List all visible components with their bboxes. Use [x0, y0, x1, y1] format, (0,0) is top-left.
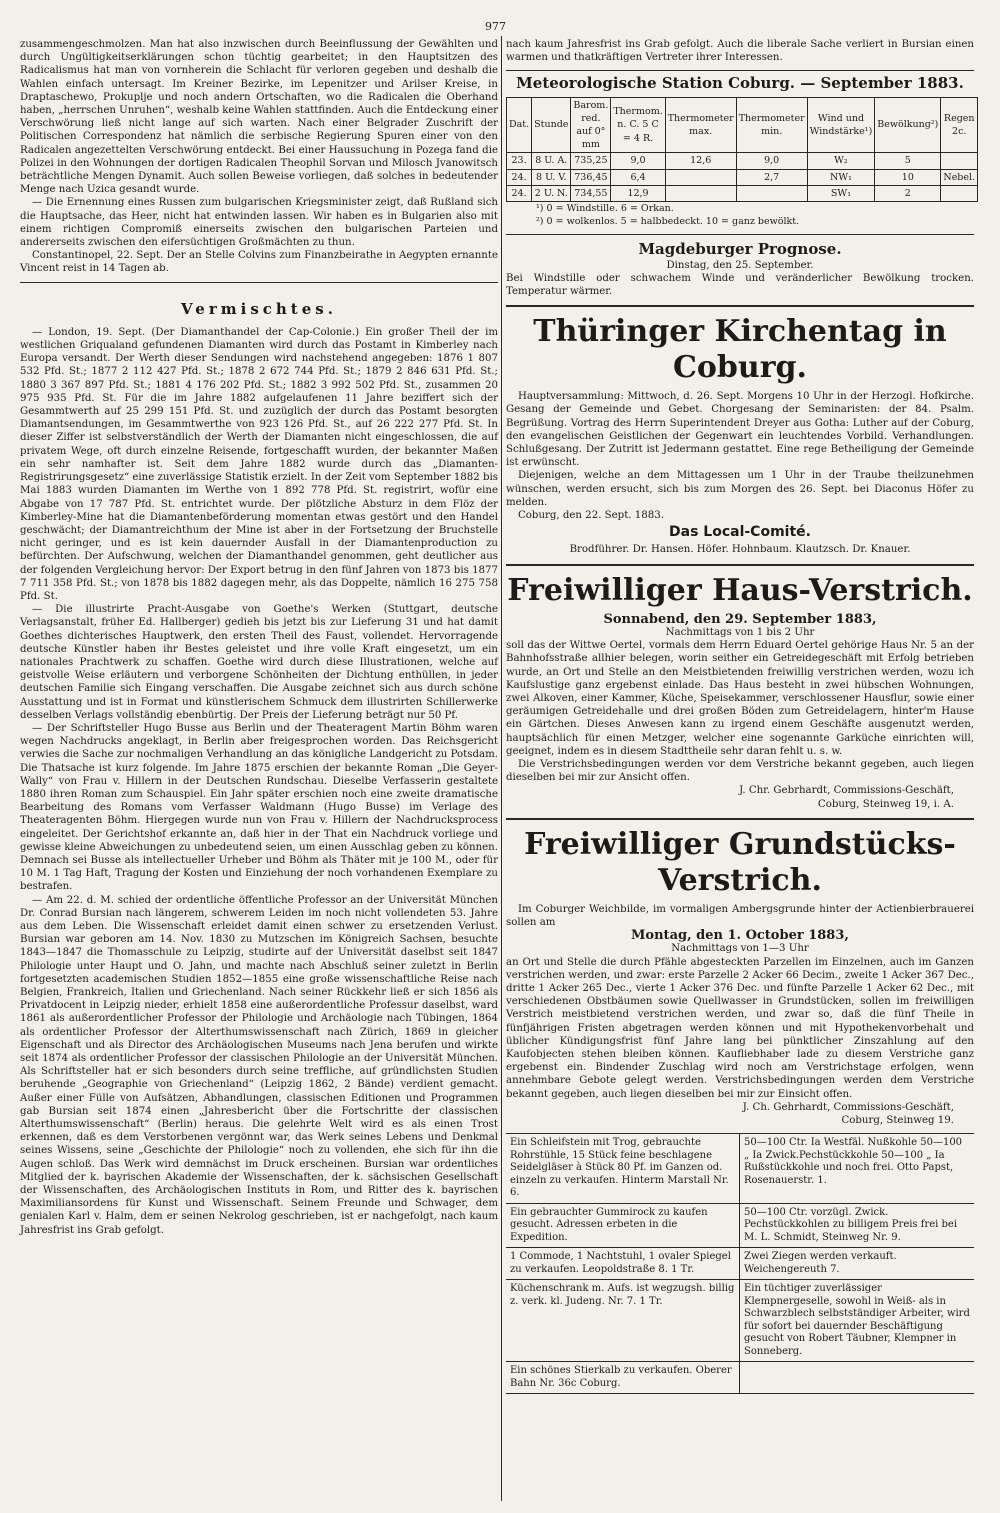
grundstueck-text: an Ort und Stelle die durch Pfähle abgesteckten Parzellen im Einzelnen, auch im Ganzen verstrichen werden, und zwar: erste Parzelle 2 Acker 66 Decim., zweite 1 Acker 367 Dec., dritte 1 Acker 265 Dec., vierte 1 Acker 376 Dec. und fünfte Parzelle 1 Acker 62 Dec., mit verschiedenen Obstbäumen sowie Quellwasser in Grundstücken, sollen im freiwilligen Verstrich meistbietend verstrichen werden, und zwar so, daß die fünf Theile in fünfjährigen Fristen abgetragen werden können und mit Hypothekenvorbehalt und üblicher Kündigungsfrist fünf Jahre lang bei pünktlicher Zinszahlung auf den Kaufobjecten stehen bleiben können. Kaufliebhaber lade zu diesem Verstriche ganz ergebenst ein. Bindender Zuschlag wird noch am Verstrichstage erfolgen, wenn annehmbare Gebote gelegt werden. Verstrichsbedingungen werden dem Verstriche bekannt gegeben, auch liegen dieselben bei mir zur Einsicht offen. [506, 956, 974, 1100]
weather-cell: 5 [875, 153, 941, 169]
article-nachdruck: — Der Schriftsteller Hugo Busse aus Berlin und der Theateragent Martin Böhm waren wegen Nachdrucks angeklagt, in Berlin aber freigesprochen worden. Das Reichsgericht verwies die Sache zur nochmaligen Verhandlung an das königliche Landgericht zu Potsdam. Die Thatsache ist kurz folgende. Im Jahre 1875 erschien der bekannte Roman „Die Geyer-Wally“ von Frau v. Hillern in der Deutschen Rundschau. Dieselbe Verfasserin gestaltete 1880 ihren Roman zum Schauspiel. Ein Jahr später erschien noch eine zweite dramatische Bearbeitung des Romans vom Verfasser Waldmann (Hugo Busse) im Verlage des Theateragenten Böhm. Hiergegen wurde nun von Frau v. Hillern der Nachdrucksprocess eingeleitet. Der Gerichtshof erkannte an, daß hier in der That ein Nachdruck vorliege und gewisse kleine Abweichungen zu unbedeutend seien, um einen Ausschlag geben zu können. Demnach sei Busse als intellectueller Urheber und Böhm als Thäter mit je 100 M., oder für 10 M. 1 Tag Haft, Tragung der Kosten und Einziehung der noch vorhandenen Exemplare zu bestrafen. [20, 722, 498, 893]
hausverstrich-text: soll das der Wittwe Oertel, vormals dem Herrn Eduard Oertel gehörige Haus Nr. 5 an der Bahnhofsstraße allhier belegen, worin seither ein Getreidegeschäft mit Erfolg betrieben wurde, an Ort und Stelle an den Meistbietenden freiwillig verstrichen werden, wozu ich Kaufslustige ganz ergebenst einlade. Das Haus besteht in zwei hübschen Wohnungen, zwei Alkoven, einer Kammer, Küche, Speisekammer, verschlossener Hausflur, sowie einer geräumigen Getreidehalle und drei großen Böden zum Getreidelagern, hinter'm Hause ein Gärtchen. Dieses Anwesen kann zu irgend einem Geschäfte ausgenutzt werden, hauptsächlich für einen Metzger, welcher eine sogenannte Garküche einrichten will, geeignet, indem es in diesem Stadttheile sehr daran fehlt u. s. w. [506, 640, 974, 757]
weather-cell: Nebel. [941, 169, 978, 185]
column-divider [501, 36, 502, 1501]
hausverstrich-date: Sonnabend, den 29. September 1883, [603, 611, 877, 627]
article-continuation: nach kaum Jahresfrist ins Grab gefolgt. Auch die liberale Sache verliert in Bursian einen warmen und thatkräftigen Vertreter ihrer Interessen. [506, 39, 974, 64]
grundstueck-time: Nachmittags von 1—3 Uhr [671, 943, 809, 955]
weather-cell [665, 169, 736, 185]
rule [506, 564, 974, 566]
small-ad [740, 1362, 974, 1394]
hausverstrich-signature: J. Chr. Gebrhardt, Commissions-Geschäft, [739, 785, 954, 797]
small-ad: Ein gebrauchter Gummirock zu kaufen gesucht. Adressen erbeten in die Expedition. [506, 1204, 740, 1249]
small-ad: 50—100 Ctr. vorzügl. Zwick. Pechstückkohlen zu billigem Preis frei bei M. L. Schmidt, Steinweg Nr. 9. [740, 1204, 974, 1249]
weather-header-cell: Thermometer max. [665, 97, 736, 153]
kirchentag-title: Thüringer Kirchentag in Coburg. [533, 314, 947, 386]
small-ad: 50—100 Ctr. Ia Westfäl. Nußkohle 50—100 „ Ia Zwick.Pechstückkohle 50—100 „ Ia Rußstückkohle und noch frei. Otto Papst, Rosenauerstr. 1. [740, 1134, 974, 1204]
weather-row [507, 169, 978, 185]
weather-cell: 24. [507, 185, 532, 201]
small-ad: Ein schönes Stierkalb zu verkaufen. Oberer Bahn Nr. 36c Coburg. [506, 1362, 740, 1394]
weather-cell: 2 [875, 185, 941, 201]
small-ad: Zwei Ziegen werden verkauft. Weichengereuth 7. [740, 1248, 974, 1280]
article-diamonds: — London, 19. Sept. (Der Diamanthandel der Cap-Colonie.) Ein großer Theil der im westlichen Griqualand gefundenen Diamanten wird durch das Postamt in Kimberley nach Europa versandt. Der Werth dieser Sendungen wird nachstehend angegeben: 1876 1 807 532 Pfd. St.; 1877 2 112 427 Pfd. St.; 1878 2 672 744 Pfd. St.; 1879 2 846 631 Pfd. St.; 1880 3 367 897 Pfd. St.; 1881 4 176 202 Pfd. St.; 1882 3 992 502 Pfd. St., zusammen 20 975 935 Pfd. St. Für die im Jahre 1882 aufgelaufenen 11 Jahre beziffert sich der Gesammtwerth auf 25 299 151 Pfd. St. und zuzüglich der durch das Postamt besorgten Diamantsendungen, im Gesammtwerthe von 923 126 Pfd. St., auf 26 222 277 Pfd. St. In dieser Ziffer ist selbstverständlich der Werth der Diamanten nicht eingeschlossen, die auf privatem Wege, oft durch einzelne Reisende, fortgeschafft wurden, der bekannter Maßen ein sehr namhafter ist. Seit dem Jahre 1882 wurde durch das „Diamanten-Registrirungsgesetz“ eine zuverlässige Statistik erzielt. In der Zeit vom September 1882 bis Mai 1883 wurden Diamanten im Werthe von 1 892 778 Pfd. St. registrirt, wofür eine Abgabe von 17 787 Pfd. St. entrichtet wurde. Der plötzliche Absturz in dem Flöz der Kimberley-Mine hat die Diamantenbeförderung momentan etwas gestört und den Handel geschwächt; der Diamantreichthum der Mine ist aber in der Fortsetzung der Bruchstelle nicht geringer, und es ist kein dauernder Ausfall in der Diamantenproduction zu befürchten. Der Aufschwung, welchen der Diamanthandel genommen, geht deutlicher aus der folgenden Vergleichung hervor: Der Export betrug in den fünf Jahren von 1873 bis 1877 7 711 358 Pfd. St.; von 1878 bis 1882 dagegen mehr, als das Doppelte, nämlich 16 275 758 Pfd. St. [20, 326, 498, 602]
hausverstrich-text2: Die Verstrichsbedingungen werden vor dem Verstriche bekannt gegeben, auch liegen dieselben bei mir zur Ansicht offen. [506, 758, 974, 784]
weather-header-cell: Thermom. n. C. 5 C = 4 R. [611, 97, 665, 153]
weather-cell: 8 U. A. [532, 153, 571, 169]
weather-header-cell: Barom. red. auf 0° mm [571, 97, 611, 153]
hausverstrich-address: Coburg, Steinweg 19, i. A. [817, 798, 954, 810]
weather-cell: NW₁ [807, 169, 875, 185]
small-ad: Küchenschrank m. Aufs. ist wegzugsh. billig z. verk. kl. Judeng. Nr. 7. 1 Tr. [506, 1280, 740, 1362]
weather-note-wind: ¹) 0 = Windstille. 6 = Orkan. [536, 203, 674, 215]
weather-cell: 2,7 [736, 169, 807, 185]
weather-cell: 12,9 [611, 185, 665, 201]
weather-cell: 8 U. V. [532, 169, 571, 185]
weather-cell [665, 185, 736, 201]
weather-header-cell: Regen 2c. [941, 97, 978, 153]
weather-cell: W₂ [807, 153, 875, 169]
weather-header-cell: Wind und Windstärke¹) [807, 97, 875, 153]
small-ad: Ein Schleifstein mit Trog, gebrauchte Rohrstühle, 15 Stück feine beschlagene Seidelgläser à Stück 80 Pf. im Ganzen od. einzeln zu verkaufen. Hinterm Marstall Nr. 6. [506, 1134, 740, 1204]
kirchentag-text2: Diejenigen, welche an dem Mittagessen um 1 Uhr in der Traube theilzunehmen wünschen, werden ersucht, sich bis zum Morgen des 26. Sept. bei Diaconus Höfer zu melden. [506, 470, 974, 508]
weather-row [507, 153, 978, 169]
grundstueck-date: Montag, den 1. October 1883, [631, 928, 849, 944]
rule [506, 305, 974, 307]
weather-cell: 6,4 [611, 169, 665, 185]
small-ads-grid [506, 1133, 974, 1394]
hausverstrich-time: Nachmittags von 1 bis 2 Uhr [665, 626, 815, 638]
weather-header-cell: Bewölkung²) [875, 97, 941, 153]
weather-cell: 23. [507, 153, 532, 169]
grundstueck-title: Freiwilliger Grundstücks-Verstrich. [524, 826, 956, 898]
weather-header-cell: Stunde [532, 97, 571, 153]
weather-header-cell: Thermometer min. [736, 97, 807, 153]
weather-table [506, 97, 978, 202]
rule [506, 70, 974, 71]
weather-cell: 735,25 [571, 153, 611, 169]
weather-title: Meteorologische Station Coburg. — September 1883. [516, 74, 964, 93]
grundstueck-intro: Im Coburger Weichbilde, im vormaligen Ambergsgrunde hinter der Actienbierbrauerei sollen am [506, 903, 974, 928]
weather-cell: 734,55 [571, 185, 611, 201]
weather-row [507, 185, 978, 201]
section-heading: Vermischtes. [181, 299, 337, 318]
article-bulgaria: — Die Ernennung eines Russen zum bulgarischen Kriegsminister zeigt, daß Rußland sich die Hauptsache, das Heer, nicht hat entwinden lassen. Wir haben es in Bulgarien also mit einem richtigen Compromiß einerseits zwischen den bulgarischen Parteien und andererseits zwischen den eifersüchtigen Großmächten zu thun. [20, 197, 498, 249]
kirchentag-date: Coburg, den 22. Sept. 1883. [518, 510, 664, 522]
weather-header-cell: Dat. [507, 97, 532, 153]
article-goethe: — Die illustrirte Pracht-Ausgabe von Goethe's Werken (Stuttgart, deutsche Verlagsanstalt, früher Ed. Hallberger) gedieh bis jetzt bis zur Lieferung 31 und hat damit Goethes dichterisches Hauptwerk, den ersten Theil des Faust, vollendet. Hervorragende deutsche Künstler haben ihr Bestes geleistet und ihre volle Kraft eingesetzt, um ein nationales Prachtwerk zu schaffen. Goethe wird durch diese Illustrationen, welche auf geistvolle Weise erläutern und verborgene Schönheiten der Dichtung enthüllen, in jeder deutschen Familie sich Eingang verschaffen. Die Ausgabe zeichnet sich aus durch schöne Ausstattung und ist in Format und künstlerischem Schmuck dem illustrirten Schillerwerke desselben Verlags vollständig ebenbürtig. Der Preis der Lieferung beträgt nur 50 Pf. [20, 604, 498, 721]
section-rule [20, 282, 498, 283]
hausverstrich-title: Freiwilliger Haus-Verstrich. [507, 572, 973, 608]
weather-cell: 9,0 [611, 153, 665, 169]
weather-note-clouds: ²) 0 = wolkenlos. 5 = halbbedeckt. 10 = ganz bewölkt. [536, 216, 800, 228]
grundstueck-signature: J. Ch. Gehrhardt, Commissions-Geschäft, [742, 1101, 954, 1113]
weather-cell: SW₁ [807, 185, 875, 201]
weather-cell [736, 185, 807, 201]
kirchentag-comite: Das Local-Comité. [669, 524, 811, 541]
small-ad: Ein tüchtiger zuverlässiger Klempnergeselle, sowohl in Weiß- als in Schwarzblech selbstständiger Arbeiter, wird für sofort bei dauernder Beschäftigung gesucht von Robert Täubner, Klempner in Sonneberg. [740, 1280, 974, 1362]
right-column [506, 38, 974, 1394]
weather-cell: 9,0 [736, 153, 807, 169]
weather-cell: 10 [875, 169, 941, 185]
weather-cell: 24. [507, 169, 532, 185]
kirchentag-text: Hauptversammlung: Mittwoch, d. 26. Sept. Morgens 10 Uhr in der Herzogl. Hofkirche. Gesang der Gemeinde und Gebet. Chorgesang der Seminaristen: der 84. Psalm. Begrüßung. Vortrag des Herrn Superintendent Dreyer aus Gotha: Luther auf der Coburg, den evangelischen Geistlichen der Gegenwart ein leuchtendes Vorbild. Verhandlungen. Schlußgesang. Der Zutritt ist Jedermann gestattet. Eine rege Betheiligung der Gemeinde ist erwünscht. [506, 391, 974, 469]
prognose-text: Bei Windstille oder schwachem Winde und veränderlicher Bewölkung trocken. Temperatur wärmer. [506, 272, 974, 298]
weather-cell: 736,45 [571, 169, 611, 185]
kirchentag-names: Brodführer. Dr. Hansen. Höfer. Hohnbaum. Klautzsch. Dr. Knauer. [569, 544, 911, 556]
left-column [20, 38, 498, 1237]
page-number: 977 [485, 20, 506, 33]
rule [506, 234, 974, 235]
prognose-date: Dinstag, den 25. September. [666, 259, 814, 271]
small-ad: 1 Commode, 1 Nachtstuhl, 1 ovaler Spiegel zu verkaufen. Leopoldstraße 8. 1 Tr. [506, 1248, 740, 1280]
article-bursian: — Am 22. d. M. schied der ordentliche öffentliche Professor an der Universität München Dr. Conrad Bursian nach längerem, schwerem Leiden im noch nicht vollendeten 53. Jahre aus dem Leben. Die Wissenschaft erleidet damit einen schwer zu ersetzenden Verlust. Bursian war geboren am 14. Nov. 1830 zu Mutzschen im Königreich Sachsen, besuchte 1843—1847 die Thomasschule zu Leipzig, studirte auf der Universität daselbst seit 1847 Philologie unter Haupt und O. Jahn, und machte nach Abschluß seiner zuletzt in Berlin fortgesetzten academischen Studien 1852—1855 eine große wissenschaftliche Reise nach Belgien, Frankreich, Italien und Griechenland. Nach seiner Rückkehr ließ er sich 1856 als Privatdocent in Leipzig nieder, erhielt 1858 eine außerordentliche Professur daselbst, ward 1861 als außerordentlicher Professor der Philologie und Archäologie nach Tübingen, 1864 als ordentlicher Professor der Alterthumswissenschaft nach Zürich, 1869 in gleicher Eigenschaft und als Director des Archäologischen Museums nach Jena berufen und wirkte seit 1874 als ordentlicher Professor der classischen Philologie an der Universität München. Als Schriftsteller hat er sich besonders durch seine treffliche, auf gründlichsten Studien beruhende „Geographie von Griechenland“ (Leipzig 1862, 2 Bände) verdient gemacht. Außer einer Fülle von Aufsätzen, Abhandlungen, classischen Editionen und Programmen gab Bursian seit 1874 einen „Jahresbericht über die Fortschritte der classischen Alterthumswissenschaft“ (Berlin) heraus. Die gelehrte Welt wird es als einen Trost erkennen, daß es dem Verstorbenen vergönnt war, das Werk seines Lebens und Denkmal seines Wissens, seine „Geschichte der Philologie“ noch zu vollenden, ehe sich für ihn die Augen schloß. Das Werk wird demnächst im Druck erscheinen. Bursian war ordentliches Mitglied der k. bayrischen Akademie der Wissenschaften, der k. sächsischen Gesellschaft der Wissenschaften, des Archäologischen Instituts in Rom, und Ritter des k. bayrischen Maximiliansordens für Kunst und Wissenschaft. Seinem Freunde und Schwager, dem genialen Karl v. Halm, dem er seinen Nekrolog geschrieben, ist er nachgefolgt, nach kaum Jahresfrist ins Grab gefolgt. [20, 894, 498, 1236]
rule [506, 818, 974, 820]
article-constantinopel: Constantinopel, 22. Sept. Der an Stelle Colvins zum Finanzbeirathe in Aegypten ernannte Vincent reist in 14 Tagen ab. [20, 250, 498, 275]
prognose-title: Magdeburger Prognose. [638, 240, 842, 259]
article-serbia: zusammengeschmolzen. Man hat also inzwischen durch Beeinflussung der Gewählten und durch Ungültigkeitserklärungen schon tüchtig gearbeitet; in den Hauptsitzen des Radicalismus hat man von vornherein die Schlacht für verloren gegeben und deshalb die Wahlen einfach untersagt. Im Kreiner Bezirke, im Lepenitzer und Arilser Kreise, in Draptaschewo, Prokuplje und noch andern Ortschaften, wo die Radicalen die Oberhand haben, „herrschen Unruhen“, weshalb keine Wahlen stattfinden. Auch die Entdeckung einer Verschwörung ließ nicht lange auf sich warten. Nach einer Belgrader Zuschrift der Politischen Correspondenz hat nämlich die serbische Regierung Spuren einer von den Radicalen angezettelten Verschwörung entdeckt. Bei einer Haussuchung in Pozega fand die Polizei in den Wohnungen der dortigen Radicalen Theophil Sorvan und Milosch Jvanowitsch beträchtliche Mengen Dynamit. Auch sollen Beweise vorliegen, daß solches in bedeutender Menge nach Uzica gesandt wurde. [20, 39, 498, 196]
weather-cell: 2 U. N. [532, 185, 571, 201]
weather-cell [941, 153, 978, 169]
weather-cell [941, 185, 978, 201]
weather-cell: 12,6 [665, 153, 736, 169]
grundstueck-address: Coburg, Steinweg 19. [841, 1114, 954, 1126]
